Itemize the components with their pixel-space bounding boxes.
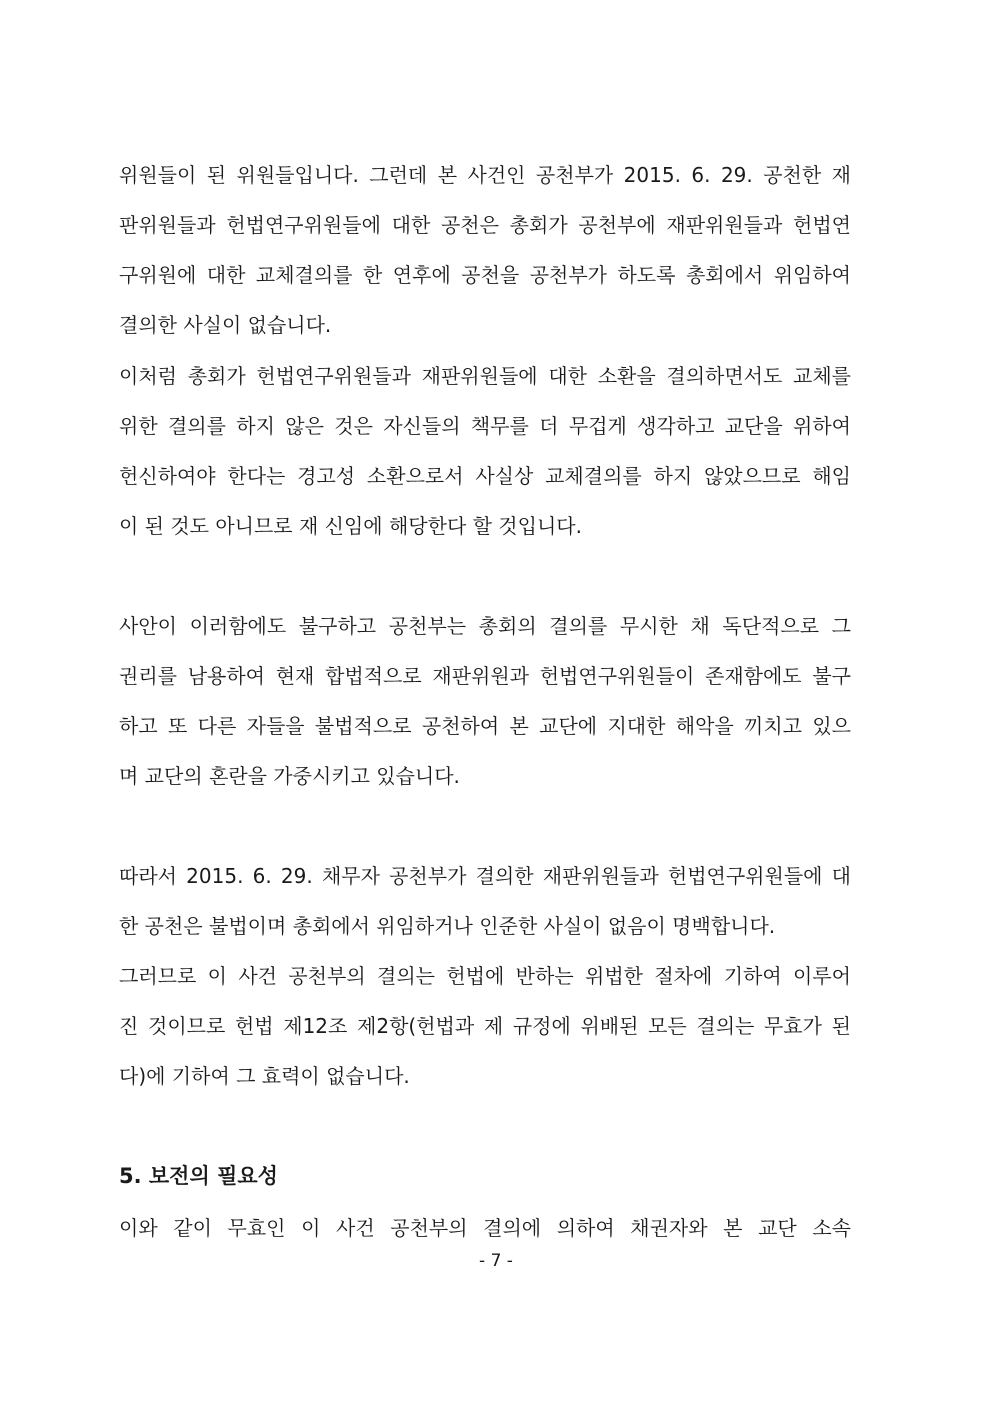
body-line: 따라서 2015. 6. 29. 채무자 공천부가 결의한 재판위원들과 헌법연구위원들에 대 <box>119 864 851 888</box>
body-line: 다)에 기하여 그 효력이 없습니다. <box>119 1064 410 1088</box>
body-line: 권리를 남용하여 현재 합법적으로 재판위원과 헌법연구위원들이 존재함에도 불구 <box>119 664 851 688</box>
body-line: 판위원들과 헌법연구위원들에 대한 공천은 총회가 공천부에 재판위원들과 헌법연 <box>119 213 851 237</box>
body-line: 한 공천은 불법이며 총회에서 위임하거나 인준한 사실이 없음이 명백합니다. <box>119 914 776 938</box>
body-line: 이 된 것도 아니므로 재 신임에 해당한다 할 것입니다. <box>119 514 582 538</box>
body-line: 이와 같이 무효인 이 사건 공천부의 결의에 의하여 채권자와 본 교단 소속 <box>119 1216 851 1240</box>
body-line: 사안이 이러함에도 불구하고 공천부는 총회의 결의를 무시한 채 독단적으로 그 <box>119 614 851 638</box>
body-line: 하고 또 다른 자들을 불법적으로 공천하여 본 교단에 지대한 해악을 끼치고 있으 <box>119 714 851 738</box>
body-line: 위원들이 된 위원들입니다. 그런데 본 사건인 공천부가 2015. 6. 29. 공천한 재 <box>119 163 851 187</box>
body-line: 진 것이므로 헌법 제12조 제2항(헌법과 제 규정에 위배된 모든 결의는 무효가 된 <box>119 1014 851 1038</box>
body-line: 이처럼 총회가 헌법연구위원들과 재판위원들에 대한 소환을 결의하면서도 교체를 <box>119 364 851 388</box>
body-line: 며 교단의 혼란을 가중시키고 있습니다. <box>119 764 460 788</box>
body-line: 헌신하여야 한다는 경고성 소환으로서 사실상 교체결의를 하지 않았으므로 해임 <box>119 464 851 488</box>
body-line: 그러므로 이 사건 공천부의 결의는 헌법에 반하는 위법한 절차에 기하여 이루어 <box>119 964 851 988</box>
body-line: 결의한 사실이 없습니다. <box>119 313 332 337</box>
body-line: 구위원에 대한 교체결의를 한 연후에 공천을 공천부가 하도록 총회에서 위임하여 <box>119 263 851 287</box>
section-heading: 5. 보전의 필요성 <box>119 1164 278 1188</box>
body-line: 위한 결의를 하지 않은 것은 자신들의 책무를 더 무겁게 생각하고 교단을 위하여 <box>119 414 851 438</box>
page-number: - 7 - <box>479 1251 513 1271</box>
